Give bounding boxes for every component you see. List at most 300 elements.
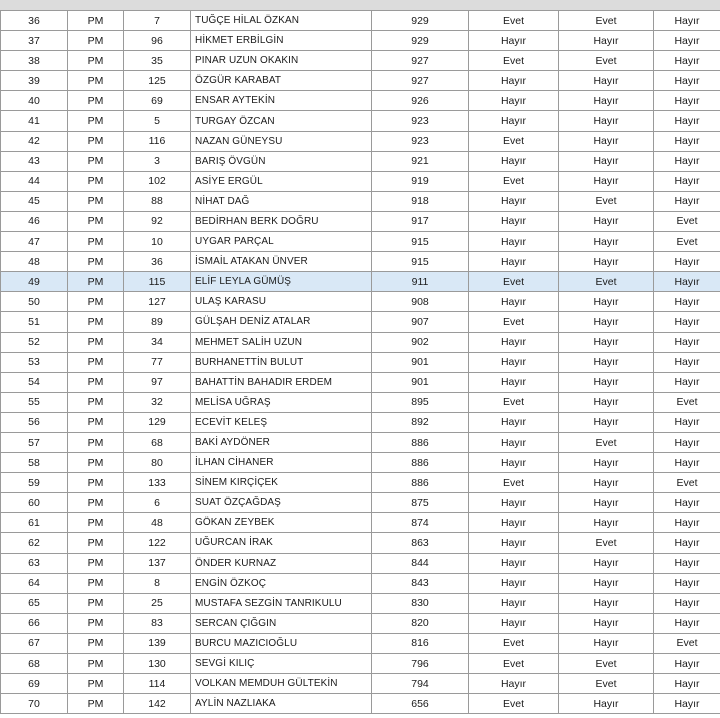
answer-cell-2: Evet [559, 654, 654, 674]
number-cell: 80 [124, 453, 191, 473]
table-row [1, 593, 720, 613]
answer-cell-1: Hayır [469, 453, 559, 473]
ranking-table [0, 10, 720, 714]
number-cell: 114 [124, 674, 191, 694]
score-cell: 796 [372, 654, 469, 674]
rank-cell: 61 [1, 513, 68, 533]
name-cell: SERCAN ÇIĞGIN [191, 613, 372, 633]
answer-cell-2: Hayır [559, 372, 654, 392]
answer-cell-2: Hayır [559, 292, 654, 312]
score-cell: 902 [372, 332, 469, 352]
answer-cell-3: Hayır [654, 533, 720, 553]
rank-cell: 48 [1, 252, 68, 272]
answer-cell-1: Hayır [469, 292, 559, 312]
rank-cell: 54 [1, 372, 68, 392]
name-cell: BAKİ AYDÖNER [191, 432, 372, 452]
number-cell: 115 [124, 272, 191, 292]
answer-cell-3: Hayır [654, 91, 720, 111]
name-cell: BARIŞ ÖVGÜN [191, 151, 372, 171]
answer-cell-3: Hayır [654, 31, 720, 51]
score-cell: 886 [372, 432, 469, 452]
score-cell: 895 [372, 392, 469, 412]
answer-cell-2: Hayır [559, 332, 654, 352]
type-cell: PM [68, 654, 124, 674]
name-cell: ASİYE ERGÜL [191, 171, 372, 191]
answer-cell-2: Evet [559, 191, 654, 211]
number-cell: 96 [124, 31, 191, 51]
name-cell: VOLKAN MEMDUH GÜLTEKİN [191, 674, 372, 694]
answer-cell-1: Evet [469, 654, 559, 674]
table-row [1, 292, 720, 312]
name-cell: GÜLŞAH DENİZ ATALAR [191, 312, 372, 332]
number-cell: 137 [124, 553, 191, 573]
answer-cell-3: Hayır [654, 453, 720, 473]
table-row [1, 151, 720, 171]
score-cell: 923 [372, 111, 469, 131]
top-margin-band [0, 0, 720, 10]
answer-cell-3: Hayır [654, 292, 720, 312]
score-cell: 908 [372, 292, 469, 312]
answer-cell-1: Evet [469, 392, 559, 412]
number-cell: 8 [124, 573, 191, 593]
number-cell: 48 [124, 513, 191, 533]
answer-cell-1: Hayır [469, 593, 559, 613]
answer-cell-2: Hayır [559, 573, 654, 593]
table-row [1, 392, 720, 412]
type-cell: PM [68, 453, 124, 473]
answer-cell-3: Hayır [654, 51, 720, 71]
score-cell: 929 [372, 31, 469, 51]
answer-cell-1: Hayır [469, 232, 559, 252]
answer-cell-3: Hayır [654, 513, 720, 533]
score-cell: 921 [372, 151, 469, 171]
type-cell: PM [68, 151, 124, 171]
answer-cell-1: Hayır [469, 613, 559, 633]
answer-cell-3: Hayır [654, 71, 720, 91]
table-row [1, 674, 720, 694]
table-row [1, 71, 720, 91]
answer-cell-2: Evet [559, 51, 654, 71]
answer-cell-1: Hayır [469, 211, 559, 231]
number-cell: 25 [124, 593, 191, 613]
answer-cell-2: Hayır [559, 553, 654, 573]
number-cell: 116 [124, 131, 191, 151]
answer-cell-1: Hayır [469, 332, 559, 352]
score-cell: 892 [372, 412, 469, 432]
answer-cell-3: Hayır [654, 272, 720, 292]
table-row [1, 51, 720, 71]
answer-cell-1: Hayır [469, 493, 559, 513]
answer-cell-1: Evet [469, 312, 559, 332]
rank-cell: 53 [1, 352, 68, 372]
number-cell: 97 [124, 372, 191, 392]
table-row [1, 332, 720, 352]
table-row [1, 573, 720, 593]
answer-cell-1: Evet [469, 171, 559, 191]
rank-cell: 45 [1, 191, 68, 211]
answer-cell-2: Hayır [559, 31, 654, 51]
answer-cell-1: Hayır [469, 372, 559, 392]
answer-cell-1: Evet [469, 11, 559, 31]
answer-cell-3: Hayır [654, 111, 720, 131]
number-cell: 68 [124, 432, 191, 452]
answer-cell-2: Evet [559, 272, 654, 292]
table-row [1, 211, 720, 231]
type-cell: PM [68, 312, 124, 332]
score-cell: 863 [372, 533, 469, 553]
type-cell: PM [68, 372, 124, 392]
number-cell: 88 [124, 191, 191, 211]
answer-cell-3: Hayır [654, 11, 720, 31]
name-cell: MUSTAFA SEZGİN TANRIKULU [191, 593, 372, 613]
score-cell: 917 [372, 211, 469, 231]
number-cell: 69 [124, 91, 191, 111]
answer-cell-3: Evet [654, 633, 720, 653]
type-cell: PM [68, 593, 124, 613]
table-row [1, 91, 720, 111]
score-cell: 915 [372, 232, 469, 252]
name-cell: UĞURCAN İRAK [191, 533, 372, 553]
answer-cell-3: Evet [654, 392, 720, 412]
answer-cell-2: Hayır [559, 151, 654, 171]
table-row [1, 533, 720, 553]
answer-cell-3: Hayır [654, 372, 720, 392]
type-cell: PM [68, 633, 124, 653]
number-cell: 125 [124, 71, 191, 91]
name-cell: ULAŞ KARASU [191, 292, 372, 312]
answer-cell-2: Hayır [559, 473, 654, 493]
name-cell: TURGAY ÖZCAN [191, 111, 372, 131]
answer-cell-2: Hayır [559, 211, 654, 231]
type-cell: PM [68, 352, 124, 372]
score-cell: 820 [372, 613, 469, 633]
table-row [1, 11, 720, 31]
answer-cell-3: Hayır [654, 573, 720, 593]
table-row [1, 272, 720, 292]
rank-cell: 49 [1, 272, 68, 292]
name-cell: HİKMET ERBİLGİN [191, 31, 372, 51]
name-cell: SEVGİ KILIÇ [191, 654, 372, 674]
number-cell: 10 [124, 232, 191, 252]
name-cell: SİNEM KIRÇİÇEK [191, 473, 372, 493]
name-cell: AYLİN NAZLIAKA [191, 694, 372, 714]
name-cell: GÖKAN ZEYBEK [191, 513, 372, 533]
type-cell: PM [68, 51, 124, 71]
table-row [1, 553, 720, 573]
answer-cell-2: Hayır [559, 633, 654, 653]
number-cell: 7 [124, 11, 191, 31]
answer-cell-1: Hayır [469, 674, 559, 694]
table-row [1, 252, 720, 272]
answer-cell-3: Hayır [654, 412, 720, 432]
score-cell: 886 [372, 473, 469, 493]
type-cell: PM [68, 131, 124, 151]
answer-cell-2: Evet [559, 674, 654, 694]
answer-cell-2: Evet [559, 432, 654, 452]
table-row [1, 694, 720, 714]
answer-cell-2: Hayır [559, 593, 654, 613]
name-cell: ENSAR AYTEKİN [191, 91, 372, 111]
type-cell: PM [68, 553, 124, 573]
answer-cell-3: Hayır [654, 654, 720, 674]
answer-cell-1: Hayır [469, 71, 559, 91]
score-cell: 844 [372, 553, 469, 573]
number-cell: 32 [124, 392, 191, 412]
answer-cell-2: Hayır [559, 513, 654, 533]
answer-cell-2: Hayır [559, 171, 654, 191]
answer-cell-3: Hayır [654, 674, 720, 694]
rank-cell: 64 [1, 573, 68, 593]
answer-cell-3: Hayır [654, 493, 720, 513]
type-cell: PM [68, 613, 124, 633]
name-cell: ENGİN ÖZKOÇ [191, 573, 372, 593]
rank-cell: 67 [1, 633, 68, 653]
score-cell: 923 [372, 131, 469, 151]
answer-cell-1: Hayır [469, 111, 559, 131]
name-cell: İLHAN CİHANER [191, 453, 372, 473]
table-row [1, 171, 720, 191]
score-cell: 874 [372, 513, 469, 533]
answer-cell-3: Hayır [654, 613, 720, 633]
number-cell: 83 [124, 613, 191, 633]
name-cell: TUĞÇE HİLAL ÖZKAN [191, 11, 372, 31]
answer-cell-1: Hayır [469, 533, 559, 553]
rank-cell: 36 [1, 11, 68, 31]
rank-cell: 55 [1, 392, 68, 412]
score-cell: 915 [372, 252, 469, 272]
answer-cell-3: Hayır [654, 151, 720, 171]
table-row [1, 453, 720, 473]
answer-cell-3: Hayır [654, 352, 720, 372]
score-cell: 656 [372, 694, 469, 714]
table-row [1, 232, 720, 252]
number-cell: 142 [124, 694, 191, 714]
table-row [1, 131, 720, 151]
answer-cell-1: Hayır [469, 252, 559, 272]
table-row [1, 432, 720, 452]
answer-cell-2: Hayır [559, 312, 654, 332]
answer-cell-3: Hayır [654, 312, 720, 332]
answer-cell-1: Evet [469, 51, 559, 71]
answer-cell-3: Evet [654, 232, 720, 252]
name-cell: BEDİRHAN BERK DOĞRU [191, 211, 372, 231]
answer-cell-1: Evet [469, 694, 559, 714]
table-row [1, 31, 720, 51]
rank-cell: 42 [1, 131, 68, 151]
table-row [1, 654, 720, 674]
number-cell: 34 [124, 332, 191, 352]
rank-cell: 50 [1, 292, 68, 312]
answer-cell-2: Hayır [559, 392, 654, 412]
number-cell: 89 [124, 312, 191, 332]
name-cell: MEHMET SALİH UZUN [191, 332, 372, 352]
rank-cell: 56 [1, 412, 68, 432]
score-cell: 927 [372, 71, 469, 91]
answer-cell-2: Hayır [559, 493, 654, 513]
score-cell: 911 [372, 272, 469, 292]
table-row [1, 372, 720, 392]
score-cell: 926 [372, 91, 469, 111]
answer-cell-3: Evet [654, 473, 720, 493]
answer-cell-3: Hayır [654, 131, 720, 151]
table-row [1, 513, 720, 533]
rank-cell: 60 [1, 493, 68, 513]
table-row [1, 111, 720, 131]
type-cell: PM [68, 493, 124, 513]
answer-cell-2: Hayır [559, 111, 654, 131]
name-cell: İSMAİL ATAKAN ÜNVER [191, 252, 372, 272]
type-cell: PM [68, 71, 124, 91]
score-cell: 901 [372, 352, 469, 372]
name-cell: BURHANETTİN BULUT [191, 352, 372, 372]
answer-cell-3: Hayır [654, 432, 720, 452]
answer-cell-3: Hayır [654, 694, 720, 714]
rank-cell: 70 [1, 694, 68, 714]
table-row [1, 613, 720, 633]
answer-cell-3: Hayır [654, 171, 720, 191]
rank-cell: 62 [1, 533, 68, 553]
rank-cell: 39 [1, 71, 68, 91]
score-cell: 816 [372, 633, 469, 653]
answer-cell-2: Hayır [559, 412, 654, 432]
name-cell: ECEVİT KELEŞ [191, 412, 372, 432]
answer-cell-1: Hayır [469, 31, 559, 51]
type-cell: PM [68, 211, 124, 231]
number-cell: 127 [124, 292, 191, 312]
score-cell: 875 [372, 493, 469, 513]
type-cell: PM [68, 31, 124, 51]
answer-cell-2: Hayır [559, 694, 654, 714]
number-cell: 6 [124, 493, 191, 513]
answer-cell-2: Evet [559, 11, 654, 31]
number-cell: 122 [124, 533, 191, 553]
number-cell: 3 [124, 151, 191, 171]
name-cell: ÖZGÜR KARABAT [191, 71, 372, 91]
type-cell: PM [68, 432, 124, 452]
answer-cell-1: Evet [469, 473, 559, 493]
number-cell: 36 [124, 252, 191, 272]
type-cell: PM [68, 171, 124, 191]
number-cell: 92 [124, 211, 191, 231]
answer-cell-3: Hayır [654, 593, 720, 613]
type-cell: PM [68, 91, 124, 111]
name-cell: BURCU MAZICIOĞLU [191, 633, 372, 653]
answer-cell-3: Evet [654, 211, 720, 231]
rank-cell: 46 [1, 211, 68, 231]
answer-cell-1: Evet [469, 272, 559, 292]
type-cell: PM [68, 533, 124, 553]
answer-cell-1: Hayır [469, 191, 559, 211]
rank-cell: 38 [1, 51, 68, 71]
type-cell: PM [68, 412, 124, 432]
score-cell: 794 [372, 674, 469, 694]
type-cell: PM [68, 513, 124, 533]
rank-cell: 52 [1, 332, 68, 352]
rank-cell: 58 [1, 453, 68, 473]
name-cell: NİHAT DAĞ [191, 191, 372, 211]
answer-cell-2: Hayır [559, 352, 654, 372]
score-cell: 886 [372, 453, 469, 473]
type-cell: PM [68, 232, 124, 252]
number-cell: 130 [124, 654, 191, 674]
answer-cell-2: Hayır [559, 71, 654, 91]
table-body [1, 11, 720, 714]
name-cell: BAHATTİN BAHADIR ERDEM [191, 372, 372, 392]
table-row [1, 312, 720, 332]
answer-cell-3: Hayır [654, 553, 720, 573]
type-cell: PM [68, 292, 124, 312]
name-cell: NAZAN GÜNEYSU [191, 131, 372, 151]
answer-cell-1: Hayır [469, 91, 559, 111]
score-cell: 929 [372, 11, 469, 31]
score-cell: 919 [372, 171, 469, 191]
answer-cell-1: Hayır [469, 352, 559, 372]
table-row [1, 412, 720, 432]
answer-cell-2: Hayır [559, 252, 654, 272]
answer-cell-1: Evet [469, 633, 559, 653]
rank-cell: 44 [1, 171, 68, 191]
answer-cell-1: Hayır [469, 513, 559, 533]
rank-cell: 43 [1, 151, 68, 171]
name-cell: PINAR UZUN OKAKIN [191, 51, 372, 71]
name-cell: ELİF LEYLA GÜMÜŞ [191, 272, 372, 292]
rank-cell: 51 [1, 312, 68, 332]
answer-cell-1: Hayır [469, 432, 559, 452]
score-cell: 901 [372, 372, 469, 392]
type-cell: PM [68, 573, 124, 593]
type-cell: PM [68, 392, 124, 412]
type-cell: PM [68, 252, 124, 272]
answer-cell-3: Hayır [654, 191, 720, 211]
number-cell: 77 [124, 352, 191, 372]
answer-cell-2: Hayır [559, 91, 654, 111]
rank-cell: 41 [1, 111, 68, 131]
score-cell: 918 [372, 191, 469, 211]
rank-cell: 69 [1, 674, 68, 694]
rank-cell: 47 [1, 232, 68, 252]
rank-cell: 40 [1, 91, 68, 111]
table-row [1, 493, 720, 513]
rank-cell: 63 [1, 553, 68, 573]
table-row [1, 473, 720, 493]
rank-cell: 66 [1, 613, 68, 633]
type-cell: PM [68, 272, 124, 292]
rank-cell: 65 [1, 593, 68, 613]
number-cell: 35 [124, 51, 191, 71]
name-cell: UYGAR PARÇAL [191, 232, 372, 252]
rank-cell: 57 [1, 432, 68, 452]
table-row [1, 191, 720, 211]
answer-cell-1: Hayır [469, 553, 559, 573]
answer-cell-3: Hayır [654, 252, 720, 272]
type-cell: PM [68, 674, 124, 694]
answer-cell-1: Hayır [469, 412, 559, 432]
score-cell: 843 [372, 573, 469, 593]
answer-cell-2: Hayır [559, 613, 654, 633]
table-row [1, 633, 720, 653]
type-cell: PM [68, 694, 124, 714]
score-cell: 830 [372, 593, 469, 613]
answer-cell-1: Hayır [469, 573, 559, 593]
answer-cell-1: Evet [469, 131, 559, 151]
score-cell: 927 [372, 51, 469, 71]
answer-cell-2: Hayır [559, 232, 654, 252]
table-row [1, 352, 720, 372]
number-cell: 139 [124, 633, 191, 653]
type-cell: PM [68, 473, 124, 493]
number-cell: 133 [124, 473, 191, 493]
answer-cell-2: Hayır [559, 453, 654, 473]
